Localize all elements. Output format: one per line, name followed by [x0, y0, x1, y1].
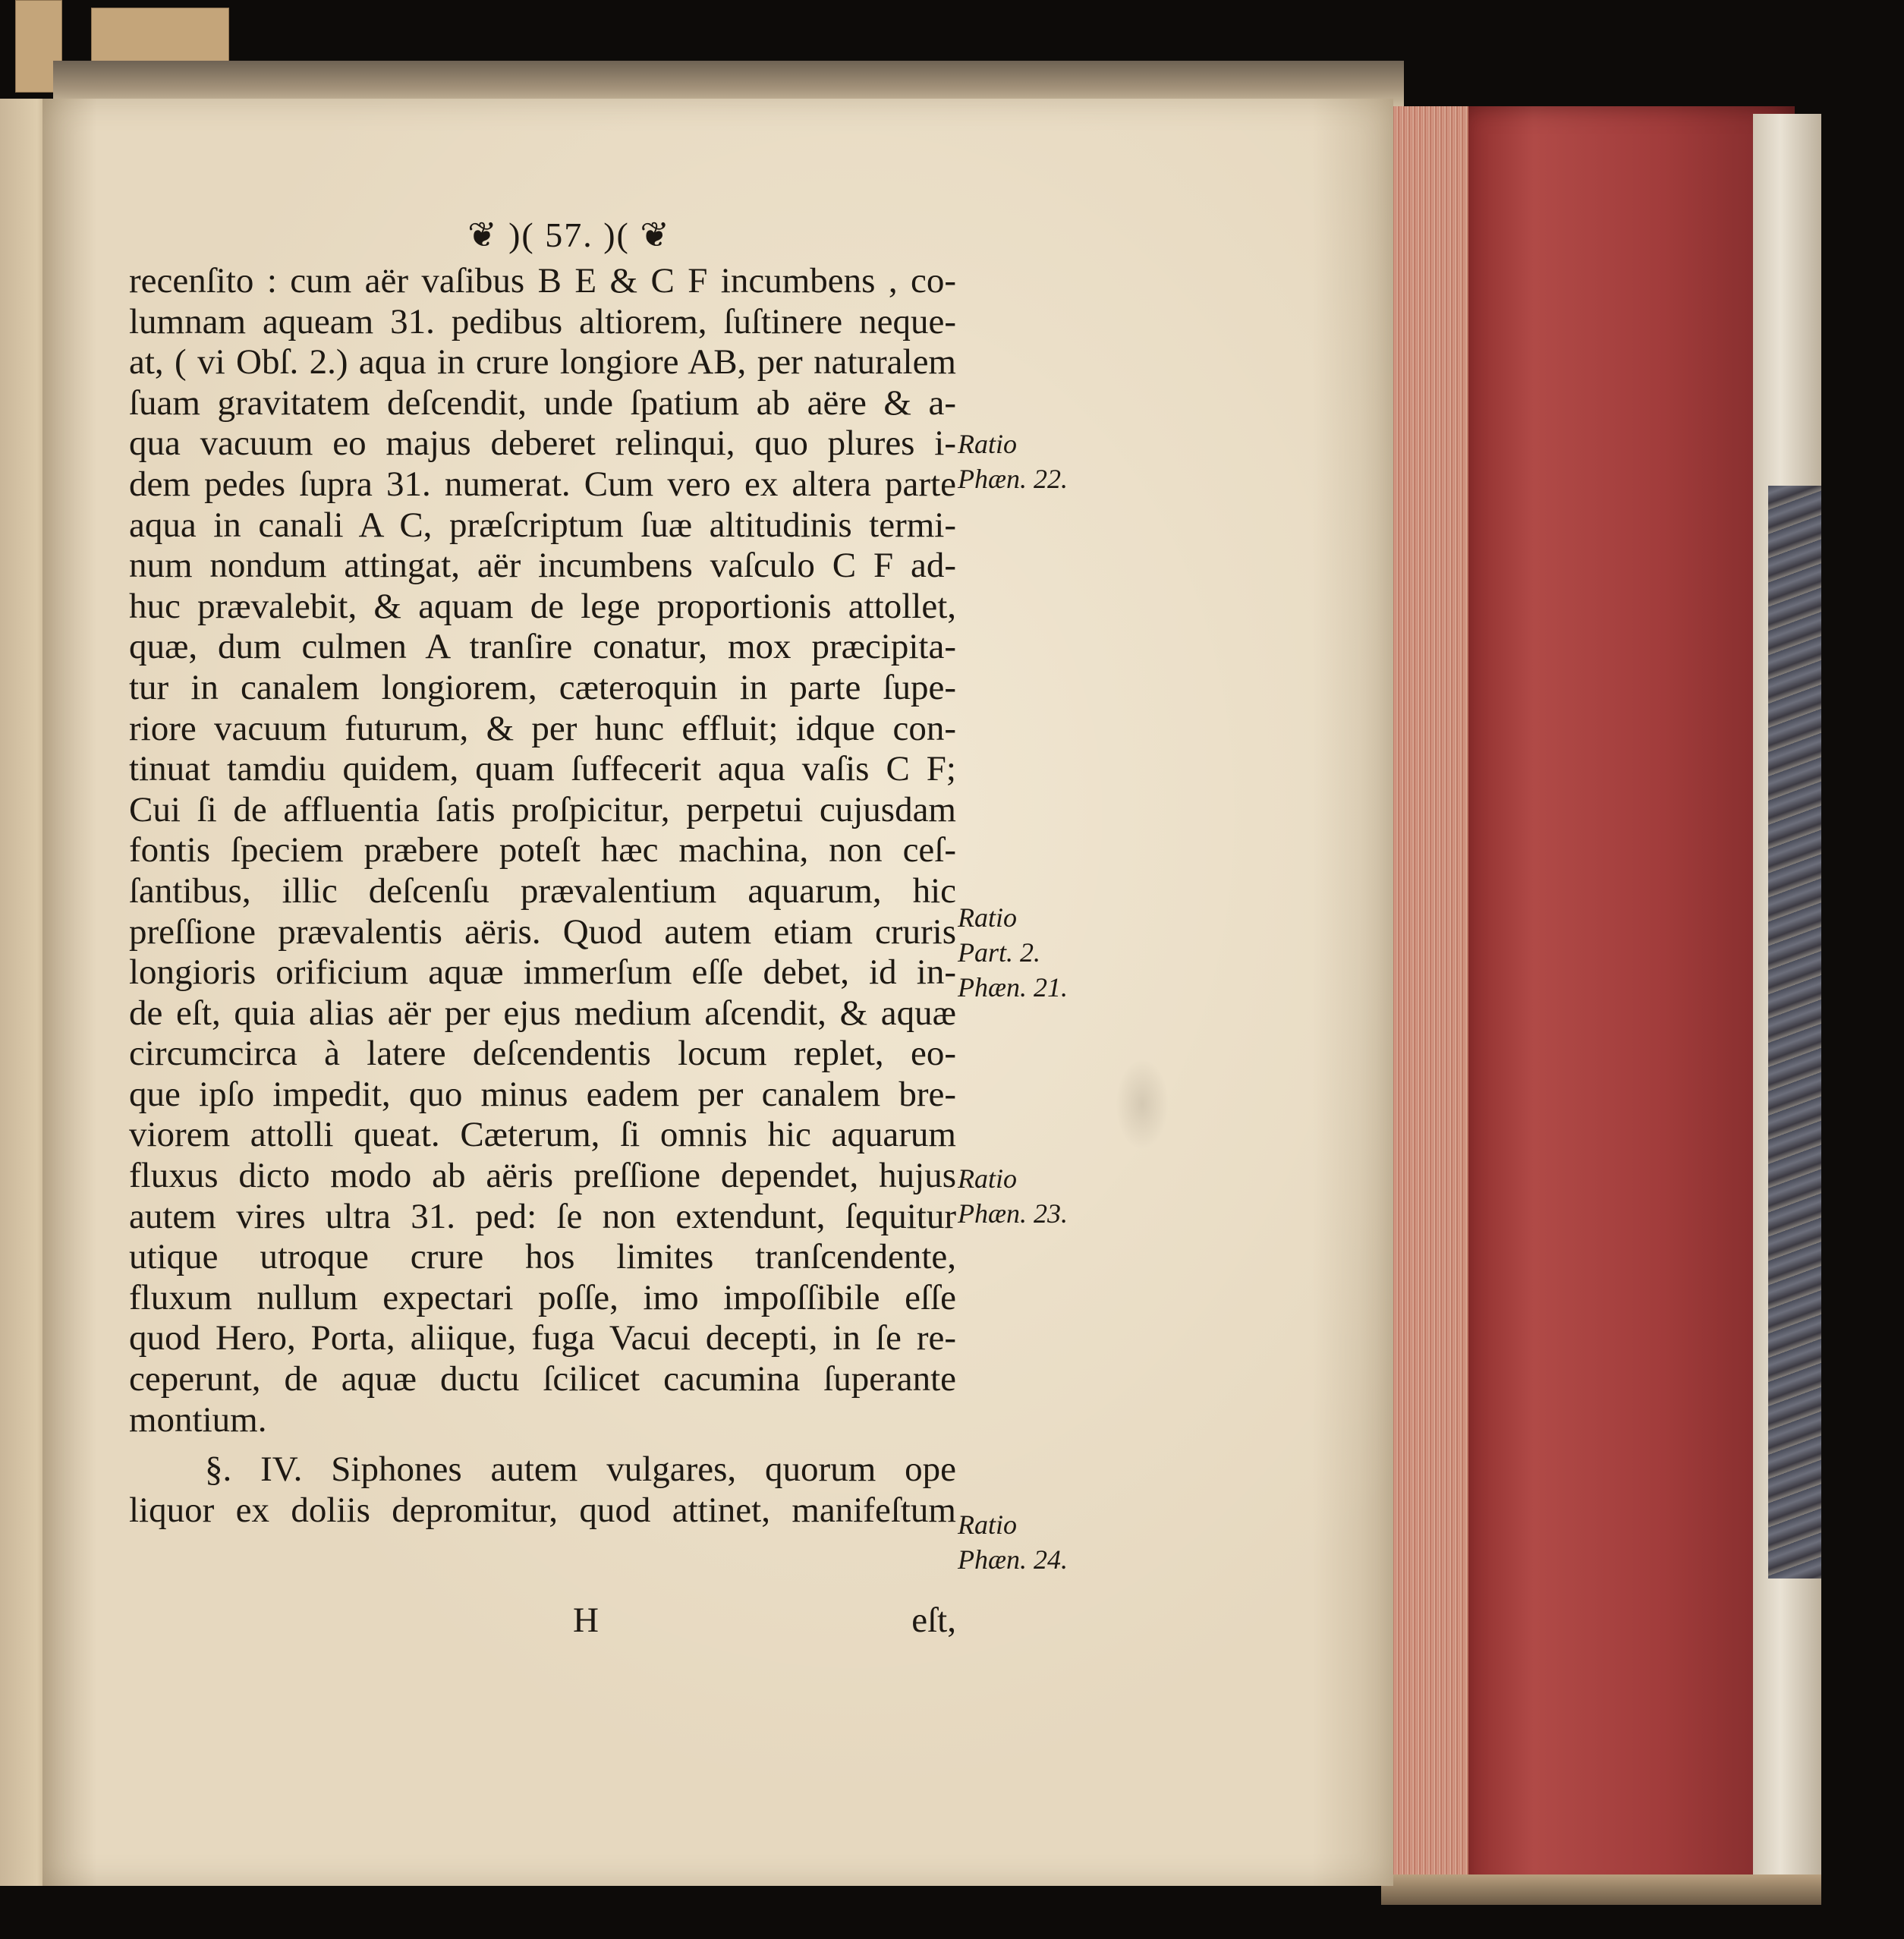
text-line: ceperunt, de aquæ ductu ſcilicet cacumina ſuperante — [129, 1359, 956, 1399]
marginal-note-line: Phæn. 24. — [958, 1544, 1068, 1575]
body-text — [129, 261, 956, 1531]
marginal-note-line: Phæn. 22. — [958, 464, 1068, 494]
marginal-note-line: Ratio — [958, 1509, 1017, 1540]
text-line: fontis ſpeciem præbere poteſt hæc machina, non ceſ- — [129, 830, 956, 870]
text-line: dem pedes ſupra 31. numerat. Cum vero ex altera parte — [129, 464, 956, 504]
text-line: tur in canalem longiorem, cæteroquin in parte ſupe- — [129, 667, 956, 707]
text-line: qua vacuum eo majus deberet relinqui, quo plures i- — [129, 423, 956, 464]
text-line: fluxus dicto modo ab aëris preſſione dependet, hujus — [129, 1156, 956, 1196]
signature-mark: H — [573, 1601, 599, 1640]
text-line: montium. — [129, 1399, 267, 1440]
page-block-red — [1468, 106, 1795, 1897]
marginal-note — [958, 900, 1068, 1005]
text-line: lumnam aqueam 31. pedibus altiorem, ſuſtinere neque- — [129, 301, 956, 342]
text-line: autem vires ultra 31. ped: ſe non extendunt, ſequitur — [129, 1196, 956, 1236]
page-fore-edge — [1381, 106, 1470, 1886]
marginal-note-line: Part. 2. — [958, 937, 1041, 968]
marginal-note-line: Phæn. 21. — [958, 972, 1068, 1003]
text-line: huc prævalebit, & aquam de lege proportionis attollet, — [129, 586, 956, 626]
text-line: que ipſo impedit, quo minus eadem per canalem bre- — [129, 1074, 956, 1114]
marginal-note-line: Phæn. 23. — [958, 1198, 1068, 1229]
text-line: ſuam gravitatem deſcendit, unde ſpatium ab aëre & a- — [129, 382, 956, 423]
text-line: viorem attolli queat. Cæterum, ſi omnis hic aquarum — [129, 1115, 956, 1155]
running-header: ❦ )( 57. )( ❦ — [467, 216, 671, 254]
text-line: at, ( vi Obſ. 2.) aqua in crure longiore AB, per naturalem — [129, 342, 956, 382]
text-line: ſantibus, illic deſcenſu prævalentium aquarum, hic — [129, 870, 956, 911]
marginal-note — [958, 1161, 1068, 1231]
text-line: fluxum nullum expectari poſſe, imo impoſſibile eſſe — [129, 1277, 956, 1317]
marginal-note — [958, 1507, 1068, 1577]
text-line: circumcirca à latere deſcendentis locum replet, eo- — [129, 1034, 956, 1074]
text-line: tinuat tamdiu quidem, quam ſuffecerit aqua vaſis C F; — [129, 749, 956, 789]
page-footer — [129, 1600, 956, 1642]
text-line: preſſione prævalentis aëris. Quod autem etiam cruris — [129, 911, 956, 952]
marginal-note-line: Ratio — [958, 429, 1017, 459]
text-line: aqua in canali A C, præſcriptum ſuæ altitudinis termi- — [129, 505, 956, 545]
text-line: quæ, dum culmen A tranſire conatur, mox præcipita- — [129, 627, 956, 667]
text-line: recenſito : cum aër vaſibus B E & C F incumbens , co- — [129, 261, 956, 301]
text-line: riore vacuum futurum, & per hunc effluit; idque con- — [129, 708, 956, 748]
ink-bleed — [1116, 1059, 1169, 1150]
text-line: Cui ſi de affluentia ſatis proſpicitur, perpetui cujusdam — [129, 789, 956, 829]
text-line: liquor ex doliis depromitur, quod attinet, manifeſtum — [129, 1490, 956, 1530]
cover-marbled-paper — [1768, 486, 1821, 1579]
text-line: utique utroque crure hos limites tranſcendente, — [129, 1237, 956, 1277]
marginal-note — [958, 427, 1068, 496]
text-line: quod Hero, Porta, aliique, fuga Vacui decepti, in ſe re- — [129, 1318, 956, 1358]
marginal-note-line: Ratio — [958, 902, 1017, 933]
text-line: longioris orificium aquæ immerſum eſſe debet, id in- — [129, 952, 956, 993]
text-line: num nondum attingat, aër incumbens vaſculo C F ad- — [129, 546, 956, 586]
text-line: de eſt, quia alias aër per ejus medium aſcendit, & aquæ — [129, 993, 956, 1033]
catchword: eſt, — [911, 1601, 956, 1640]
marginal-note-line: Ratio — [958, 1163, 1017, 1194]
cover-bottom — [1381, 1874, 1821, 1905]
text-line: §. IV. Siphones autem vulgares, quorum ope — [205, 1450, 956, 1490]
paragraph-gap — [129, 1440, 956, 1450]
